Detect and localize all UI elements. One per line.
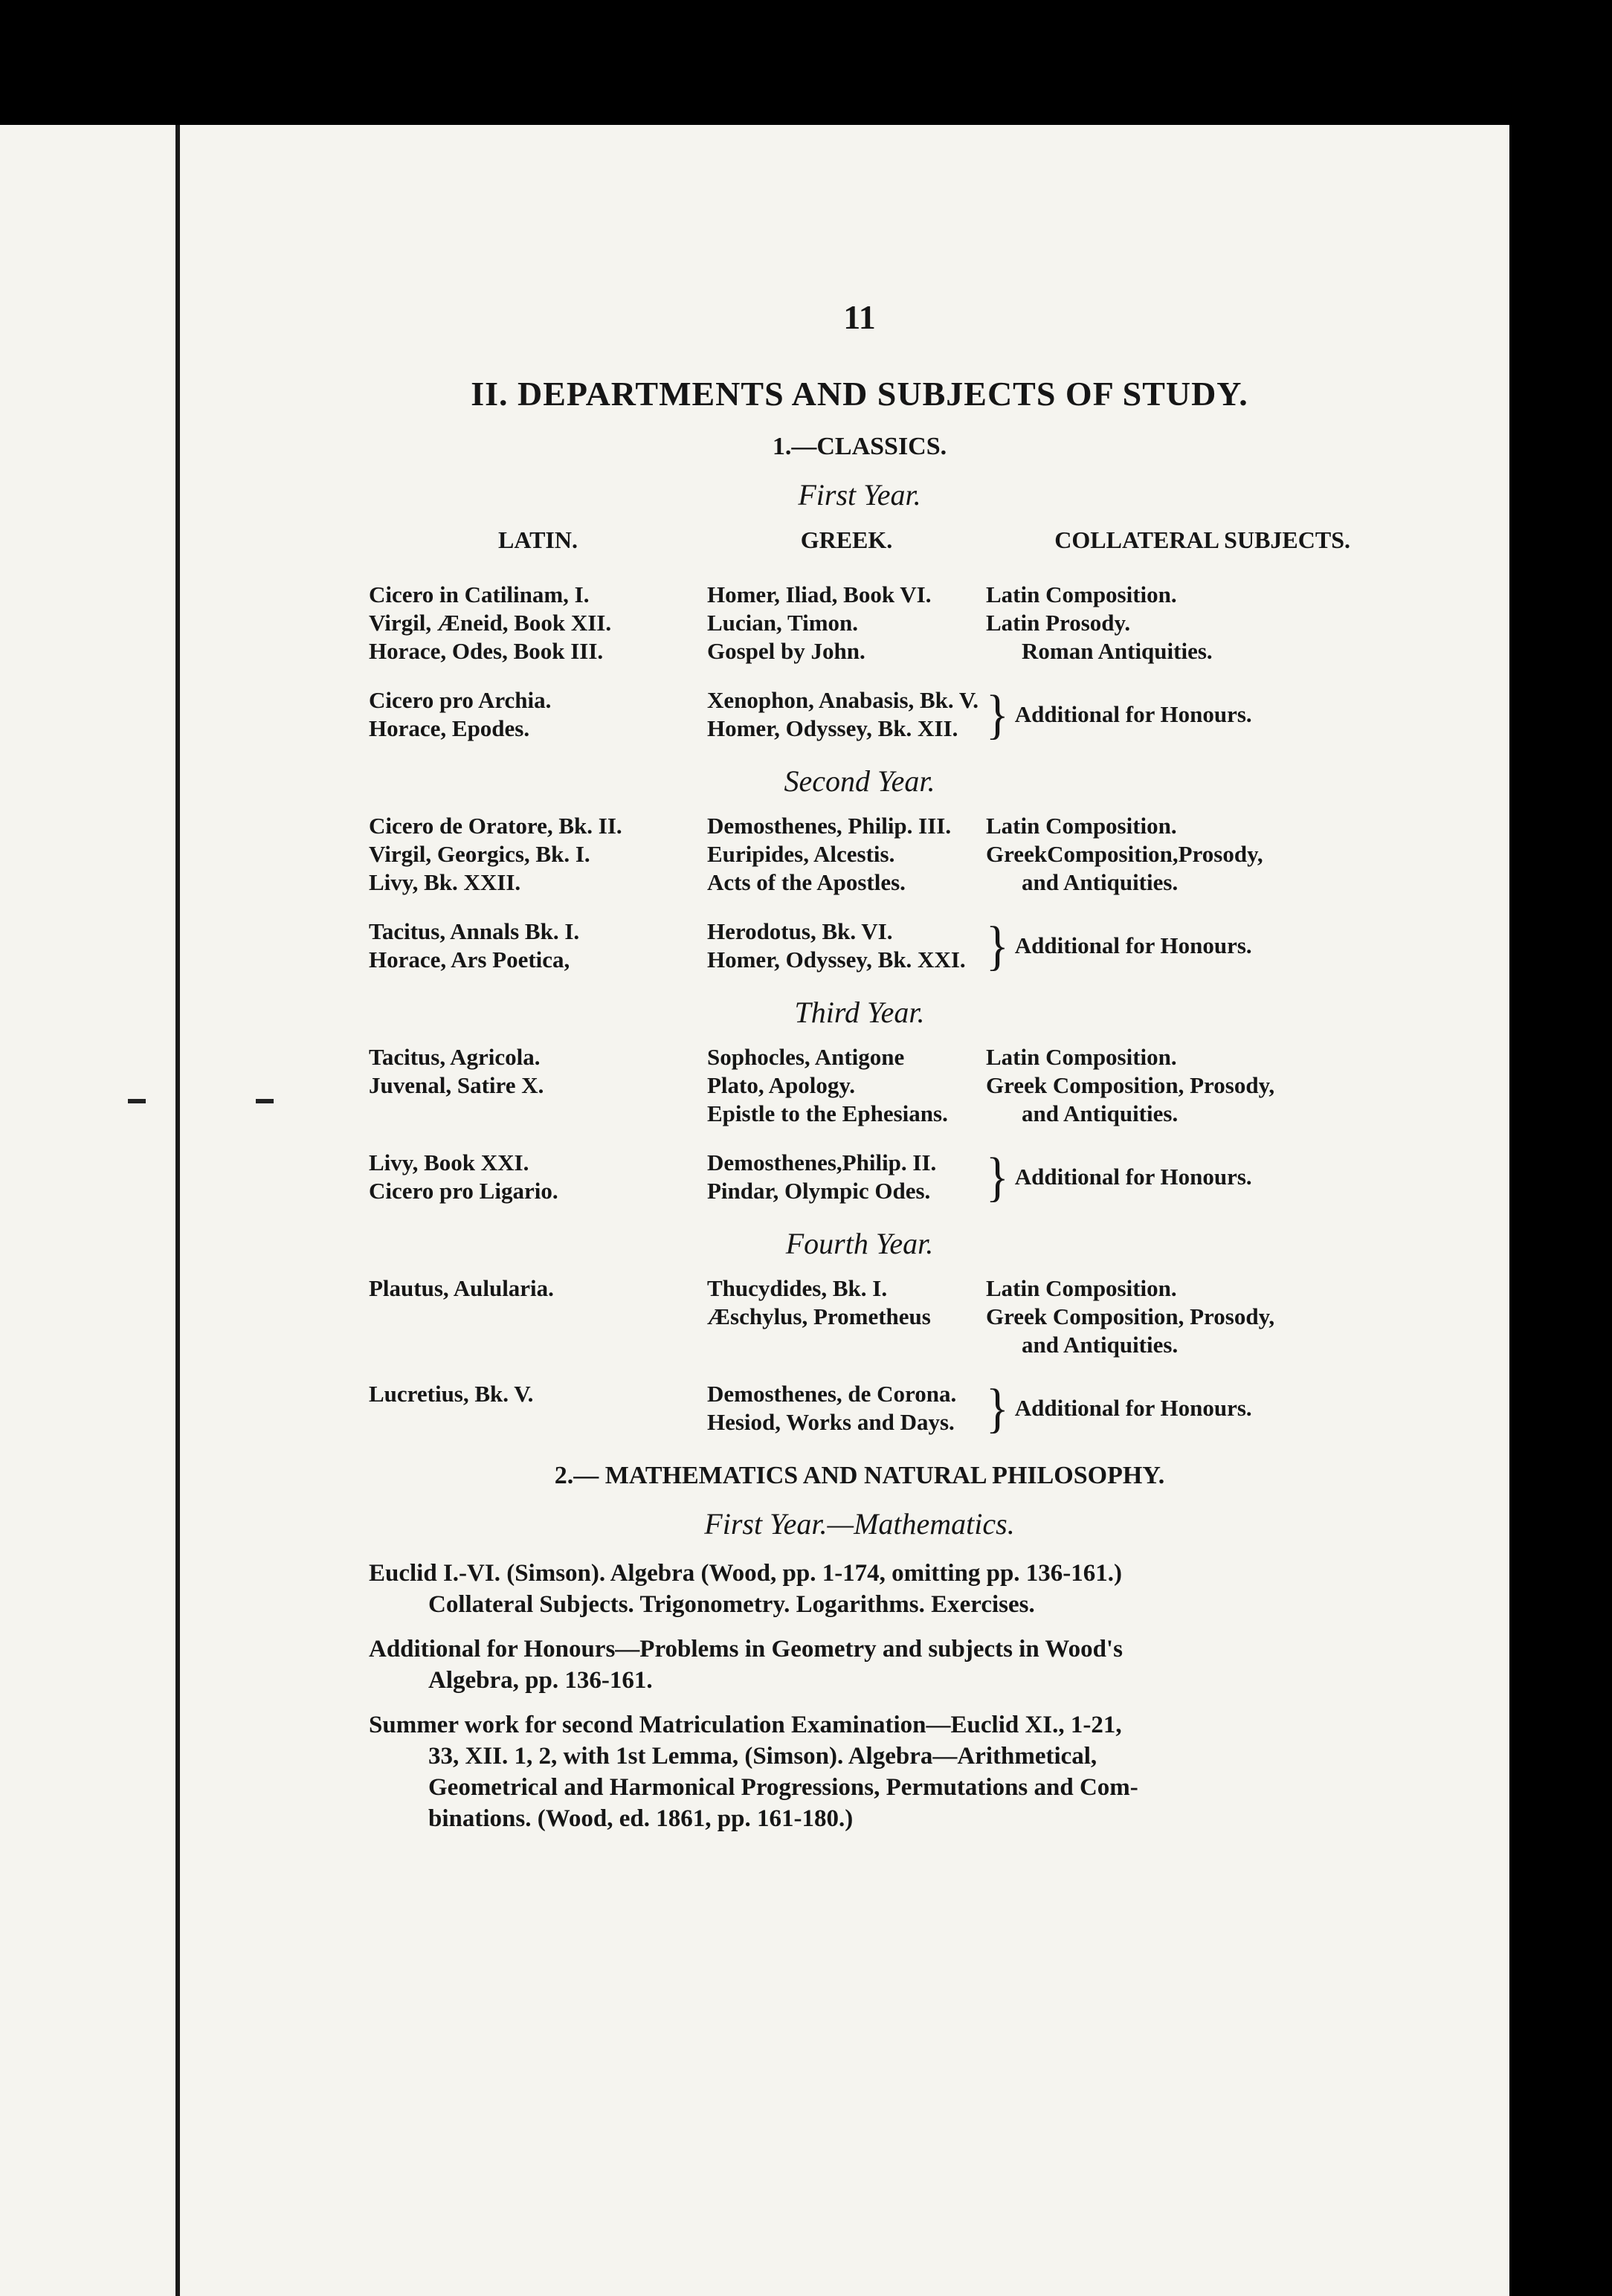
text-line: Pindar, Olympic Odes. bbox=[707, 1178, 931, 1204]
mathematics-paragraph bbox=[369, 1558, 1350, 1620]
text-line: Latin Composition. bbox=[986, 813, 1177, 839]
page-number: 11 bbox=[843, 298, 876, 336]
text-line: Plautus, Aulularia. bbox=[369, 1275, 554, 1301]
mathematics-heading: 2.— MATHEMATICS AND NATURAL PHILOSOPHY. bbox=[554, 1462, 1165, 1489]
honours-readings-row bbox=[369, 683, 1350, 745]
latin-honours-readings bbox=[369, 1380, 707, 1436]
greek-readings bbox=[707, 1274, 986, 1359]
text-line: Tacitus, Agricola. bbox=[369, 1044, 541, 1070]
text-line: and Antiquities. bbox=[1022, 1332, 1179, 1358]
honours-label: Additional for Honours. bbox=[1014, 1395, 1252, 1421]
greek-honours-readings bbox=[707, 918, 986, 974]
text-line: 33, XII. 1, 2, with 1st Lemma, (Simson). Algebra—Arithmetical, bbox=[428, 1743, 1097, 1770]
text-line: Greek Composition, Prosody, bbox=[986, 1072, 1275, 1098]
year-title: Third Year. bbox=[794, 996, 925, 1029]
page-content bbox=[369, 297, 1350, 1848]
text-line: Summer work for second Matriculation Examination—Euclid XI., 1-21, bbox=[369, 1712, 1122, 1738]
text-line: Æschylus, Prometheus bbox=[707, 1303, 931, 1329]
text-line: Lucian, Timon. bbox=[707, 610, 859, 636]
honours-readings-row bbox=[369, 1146, 1350, 1207]
year-title: First Year. bbox=[798, 478, 921, 512]
brace-icon: } bbox=[986, 1377, 1009, 1439]
text-line: Homer, Iliad, Book VI. bbox=[707, 581, 932, 607]
text-line: Thucydides, Bk. I. bbox=[707, 1275, 888, 1301]
collateral-subjects bbox=[986, 1274, 1350, 1359]
year-title: Fourth Year. bbox=[785, 1227, 934, 1260]
text-line: Herodotus, Bk. VI. bbox=[707, 918, 893, 944]
text-line: Greek Composition, Prosody, bbox=[986, 1303, 1275, 1329]
text-line: Homer, Odyssey, Bk. XII. bbox=[707, 715, 958, 741]
honours-note bbox=[986, 683, 1350, 745]
honours-note bbox=[986, 1146, 1350, 1207]
collateral-subjects bbox=[986, 812, 1350, 897]
mathematics-year-title: First Year.—Mathematics. bbox=[704, 1507, 1015, 1541]
text-line: Roman Antiquities. bbox=[1022, 638, 1213, 664]
mathematics-paragraph bbox=[369, 1709, 1350, 1834]
section-title: II. DEPARTMENTS AND SUBJECTS OF STUDY. bbox=[471, 375, 1248, 413]
honours-label: Additional for Honours. bbox=[1014, 932, 1252, 958]
margin-mark bbox=[256, 1099, 274, 1103]
text-line: and Antiquities. bbox=[1022, 1100, 1179, 1126]
text-line: Horace, Ars Poetica, bbox=[369, 947, 570, 973]
latin-honours-readings bbox=[369, 686, 707, 743]
text-line: Livy, Book XXI. bbox=[369, 1149, 529, 1176]
greek-honours-readings bbox=[707, 1380, 986, 1436]
text-line: Horace, Odes, Book III. bbox=[369, 638, 604, 664]
latin-honours-readings bbox=[369, 1149, 707, 1205]
text-line: and Antiquities. bbox=[1022, 869, 1179, 895]
text-line: Gospel by John. bbox=[707, 638, 865, 664]
brace-icon: } bbox=[986, 1146, 1009, 1207]
column-header-greek: GREEK. bbox=[800, 526, 893, 553]
text-line: Acts of the Apostles. bbox=[707, 869, 906, 895]
regular-readings-row bbox=[369, 1274, 1350, 1359]
mathematics-paragraph bbox=[369, 1634, 1350, 1696]
text-line: Cicero pro Archia. bbox=[369, 687, 552, 713]
regular-readings-row bbox=[369, 1043, 1350, 1128]
text-line: Euripides, Alcestis. bbox=[707, 841, 895, 867]
text-line: Cicero pro Ligario. bbox=[369, 1178, 558, 1204]
latin-readings bbox=[369, 1043, 707, 1128]
text-line: Virgil, Æneid, Book XII. bbox=[369, 610, 612, 636]
column-header-collateral: COLLATERAL SUBJECTS. bbox=[1054, 526, 1350, 553]
text-line: Latin Composition. bbox=[986, 1044, 1177, 1070]
text-line: Cicero de Oratore, Bk. II. bbox=[369, 813, 622, 839]
latin-readings bbox=[369, 1274, 707, 1359]
text-line: Lucretius, Bk. V. bbox=[369, 1381, 534, 1407]
greek-honours-readings bbox=[707, 1149, 986, 1205]
regular-readings-row bbox=[369, 581, 1350, 665]
honours-label-wrap bbox=[986, 1377, 1350, 1439]
text-line: Cicero in Catilinam, I. bbox=[369, 581, 590, 607]
text-line: Euclid I.-VI. (Simson). Algebra (Wood, pp. 1-174, omitting pp. 136-161.) bbox=[369, 1560, 1123, 1587]
text-line: Sophocles, Antigone bbox=[707, 1044, 905, 1070]
text-line: Latin Composition. bbox=[986, 1275, 1177, 1301]
text-line: Juvenal, Satire X. bbox=[369, 1072, 544, 1098]
text-line: Latin Composition. bbox=[986, 581, 1177, 607]
text-line: Virgil, Georgics, Bk. I. bbox=[369, 841, 590, 867]
text-line: Tacitus, Annals Bk. I. bbox=[369, 918, 580, 944]
column-header-latin: LATIN. bbox=[498, 526, 578, 553]
text-line: Additional for Honours—Problems in Geometry and subjects in Wood's bbox=[369, 1636, 1123, 1663]
text-line: Plato, Apology. bbox=[707, 1072, 855, 1098]
text-line: Latin Prosody. bbox=[986, 610, 1131, 636]
honours-label-wrap bbox=[986, 1146, 1350, 1207]
honours-readings-row bbox=[369, 1377, 1350, 1439]
honours-readings-row bbox=[369, 915, 1350, 976]
honours-label: Additional for Honours. bbox=[1014, 701, 1252, 727]
collateral-subjects bbox=[986, 1043, 1350, 1128]
honours-label: Additional for Honours. bbox=[1014, 1164, 1252, 1190]
text-line: Horace, Epodes. bbox=[369, 715, 530, 741]
text-line: Homer, Odyssey, Bk. XXI. bbox=[707, 947, 966, 973]
classics-heading: 1.—CLASSICS. bbox=[772, 433, 947, 460]
margin-mark bbox=[128, 1099, 146, 1103]
brace-icon: } bbox=[986, 915, 1009, 976]
collateral-subjects bbox=[986, 581, 1350, 665]
brace-icon: } bbox=[986, 683, 1009, 745]
text-line: Livy, Bk. XXII. bbox=[369, 869, 521, 895]
text-line: Collateral Subjects. Trigonometry. Logarithms. Exercises. bbox=[428, 1591, 1035, 1618]
text-line: GreekComposition,Prosody, bbox=[986, 841, 1263, 867]
classics-years bbox=[369, 477, 1350, 1439]
text-line: Hesiod, Works and Days. bbox=[707, 1409, 955, 1435]
latin-honours-readings bbox=[369, 918, 707, 974]
text-line: Demosthenes,Philip. II. bbox=[707, 1149, 937, 1176]
mathematics-paragraphs bbox=[369, 1558, 1350, 1834]
latin-readings bbox=[369, 581, 707, 665]
latin-readings bbox=[369, 812, 707, 897]
text-line: Algebra, pp. 136-161. bbox=[428, 1667, 653, 1694]
text-line: Geometrical and Harmonical Progressions, Permutations and Com- bbox=[428, 1774, 1138, 1801]
year-title: Second Year. bbox=[784, 764, 935, 798]
honours-note bbox=[986, 915, 1350, 976]
honours-label-wrap bbox=[986, 915, 1350, 976]
regular-readings-row bbox=[369, 812, 1350, 897]
honours-label-wrap bbox=[986, 683, 1350, 745]
greek-honours-readings bbox=[707, 686, 986, 743]
column-headers bbox=[369, 526, 1350, 554]
greek-readings bbox=[707, 1043, 986, 1128]
text-line: Demosthenes, de Corona. bbox=[707, 1381, 957, 1407]
text-line: binations. (Wood, ed. 1861, pp. 161-180.) bbox=[428, 1805, 854, 1832]
text-line: Epistle to the Ephesians. bbox=[707, 1100, 948, 1126]
greek-readings bbox=[707, 812, 986, 897]
greek-readings bbox=[707, 581, 986, 665]
text-line: Xenophon, Anabasis, Bk. V. bbox=[707, 687, 979, 713]
page-binding-edge bbox=[175, 125, 180, 2296]
honours-note bbox=[986, 1377, 1350, 1439]
text-line: Demosthenes, Philip. III. bbox=[707, 813, 952, 839]
